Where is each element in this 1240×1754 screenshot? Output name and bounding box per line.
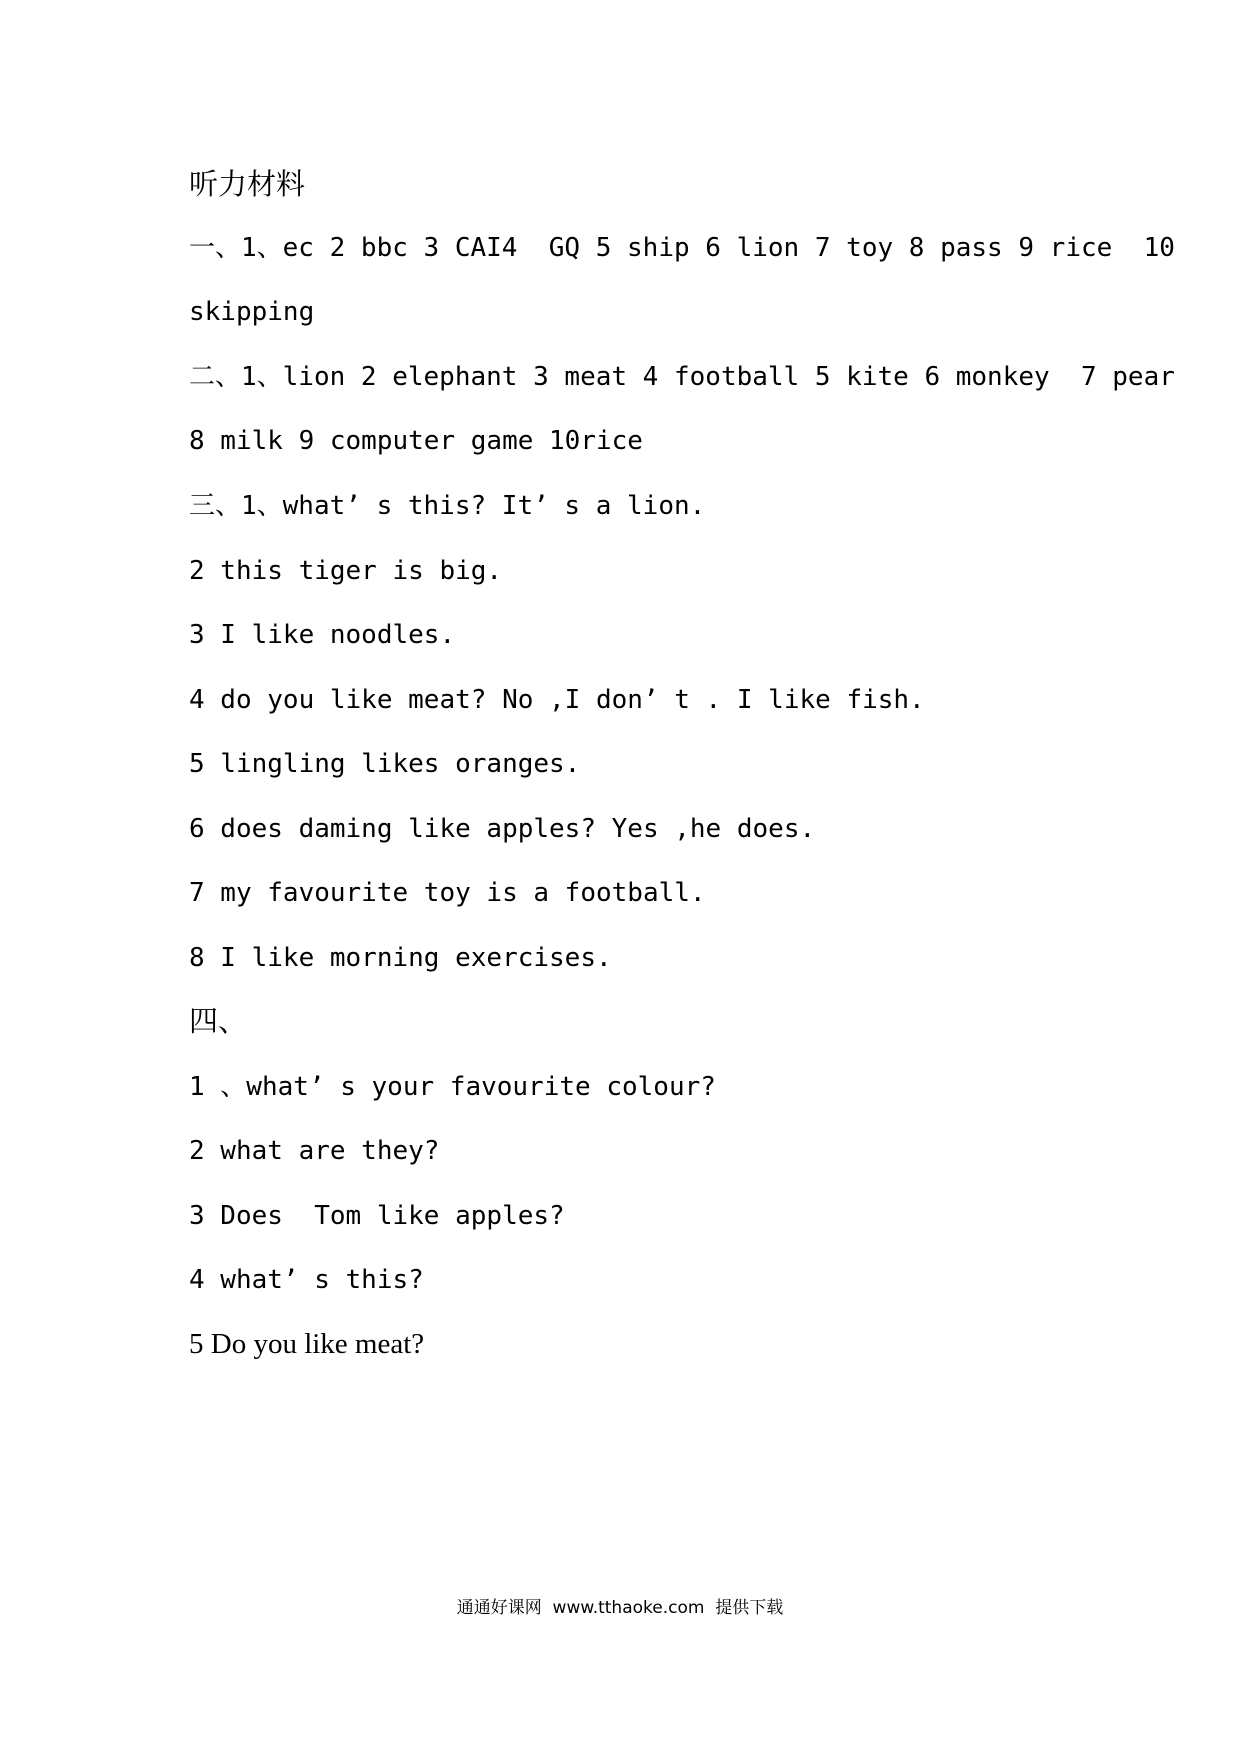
- section-2-line-2: 8 milk 9 computer game 10rice: [189, 426, 643, 456]
- section-1-line-2: skipping: [189, 297, 315, 327]
- section-3-item: 5 lingling likes oranges.: [189, 749, 581, 779]
- section-4-item: 2 what are they?: [189, 1136, 440, 1166]
- section-3-item: 3 I like noodles.: [189, 620, 456, 650]
- section-3-item: 8 I like morning exercises.: [189, 943, 612, 973]
- footer-text: 通通好课网 www.tthaoke.com 提供下载: [456, 1598, 784, 1618]
- section-3-item: 4 do you like meat? No ,I don’ t . I like fish.: [189, 685, 925, 715]
- section-2-line-1: 二、1、lion 2 elephant 3 meat 4 football 5 kite 6 monkey 7 pear: [189, 362, 1175, 392]
- section-3-item: 6 does daming like apples? Yes ,he does.: [189, 814, 816, 844]
- section-4-item: 4 what’ s this?: [189, 1265, 424, 1295]
- page-title: 听力材料: [189, 167, 306, 201]
- section-1-line-1: 一、1、ec 2 bbc 3 CAI4 GQ 5 ship 6 lion 7 toy 8 pass 9 rice 10: [189, 233, 1175, 263]
- section-3-item: 7 my favourite toy is a football.: [189, 878, 706, 908]
- section-4-heading: 四、: [189, 1004, 248, 1038]
- section-4-item: 3 Does Tom like apples?: [189, 1201, 565, 1231]
- section-3-item: 三、1、what’ s this? It’ s a lion.: [189, 491, 706, 521]
- section-4-item: 5 Do you like meat?: [189, 1328, 425, 1360]
- section-3-item: 2 this tiger is big.: [189, 556, 503, 586]
- section-4-item: 1 、what’ s your favourite colour?: [189, 1072, 716, 1102]
